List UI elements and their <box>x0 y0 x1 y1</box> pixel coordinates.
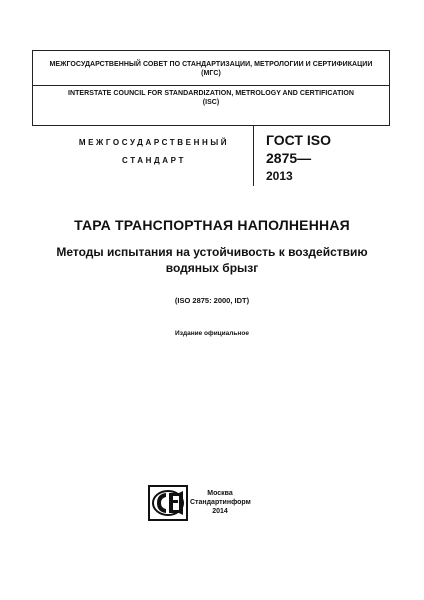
council-name-ru: МЕЖГОСУДАРСТВЕННЫЙ СОВЕТ ПО СТАНДАРТИЗАЦИИ, МЕТРОЛОГИИ И СЕРТИФИКАЦИИ <box>49 61 373 68</box>
publisher-logo-icon <box>148 485 188 521</box>
iso-reference: (ISO 2875: 2000, IDT) <box>174 296 250 305</box>
council-header-box <box>32 50 390 126</box>
council-name-en: INTERSTATE COUNCIL FOR STANDARDIZATION, METROLOGY AND CERTIFICATION <box>67 90 355 97</box>
standard-kind-line2: СТАНДАРТ <box>122 156 186 165</box>
document-subtitle-line2: водяных брызг <box>165 261 259 275</box>
edition-note: Издание официальное <box>175 330 249 337</box>
council-abbr-en: (ISC) <box>202 99 220 106</box>
document-subtitle-line1: Методы испытания на устойчивость к воздействию <box>56 245 368 259</box>
council-divider <box>33 85 389 86</box>
header-vertical-divider <box>253 126 254 186</box>
publisher-city: Москва <box>207 490 233 497</box>
council-abbr-ru: (МГС) <box>201 70 221 77</box>
standard-kind-line1: МЕЖГОСУДАРСТВЕННЫЙ <box>78 138 230 147</box>
publisher-year: 2014 <box>212 508 228 515</box>
gost-code-line2: 2875— <box>266 150 312 166</box>
document-title: ТАРА ТРАНСПОРТНАЯ НАПОЛНЕННАЯ <box>74 217 350 233</box>
gost-code-year: 2013 <box>266 169 293 183</box>
gost-code-line1: ГОСТ ISO <box>266 132 331 148</box>
publisher-name: Стандартинформ <box>190 499 251 506</box>
